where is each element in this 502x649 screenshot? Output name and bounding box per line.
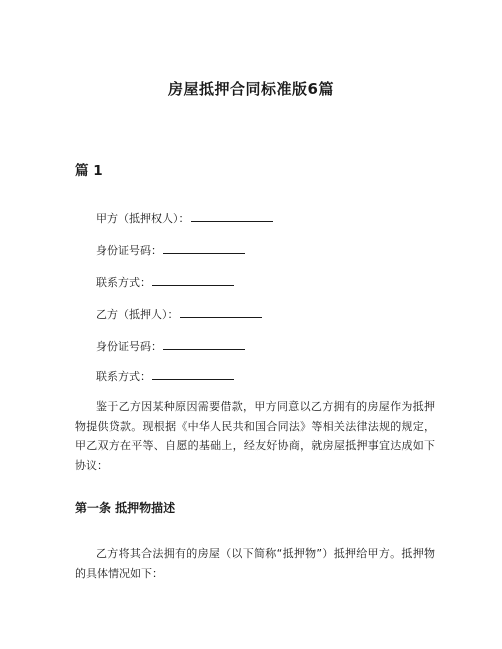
- field-label: 身份证号码：: [96, 244, 162, 257]
- article-heading: 第一条 抵押物描述: [75, 501, 176, 515]
- field-label: 联系方式：: [96, 370, 151, 383]
- fill-in-blank: [163, 242, 245, 254]
- party-a-contact-field: [96, 274, 234, 290]
- party-b-field: [96, 306, 262, 322]
- intro-paragraph: 鉴于乙方因某种原因需要借款，甲方同意以乙方拥有的房屋作为抵押物提供贷款。现根据《中华人民共和国合同法》等相关法律法规的规定，甲乙双方在平等、自愿的基础上，经友好协商，就房屋抵押事宜达成如下协议：: [75, 400, 435, 472]
- field-label: 乙方（抵押人）：: [96, 308, 179, 321]
- fill-in-blank: [152, 274, 234, 286]
- fill-in-blank: [191, 210, 273, 222]
- fill-in-blank: [180, 306, 262, 318]
- document-title: 房屋抵押合同标准版6篇: [168, 80, 334, 98]
- field-label: 联系方式：: [96, 276, 151, 289]
- party-b-id-field: [96, 338, 245, 354]
- field-label: 身份证号码：: [96, 340, 162, 353]
- fill-in-blank: [152, 368, 234, 380]
- field-label: 甲方（抵押权人）：: [96, 212, 190, 225]
- article-1-paragraph: 乙方将其合法拥有的房屋（以下简称“抵押物”）抵押给甲方。抵押物的具体情况如下：: [75, 547, 435, 580]
- party-a-id-field: [96, 242, 245, 258]
- party-a-field: [96, 210, 273, 226]
- section-heading: 篇 1: [75, 163, 103, 179]
- party-b-contact-field: [96, 368, 234, 384]
- fill-in-blank: [163, 338, 245, 350]
